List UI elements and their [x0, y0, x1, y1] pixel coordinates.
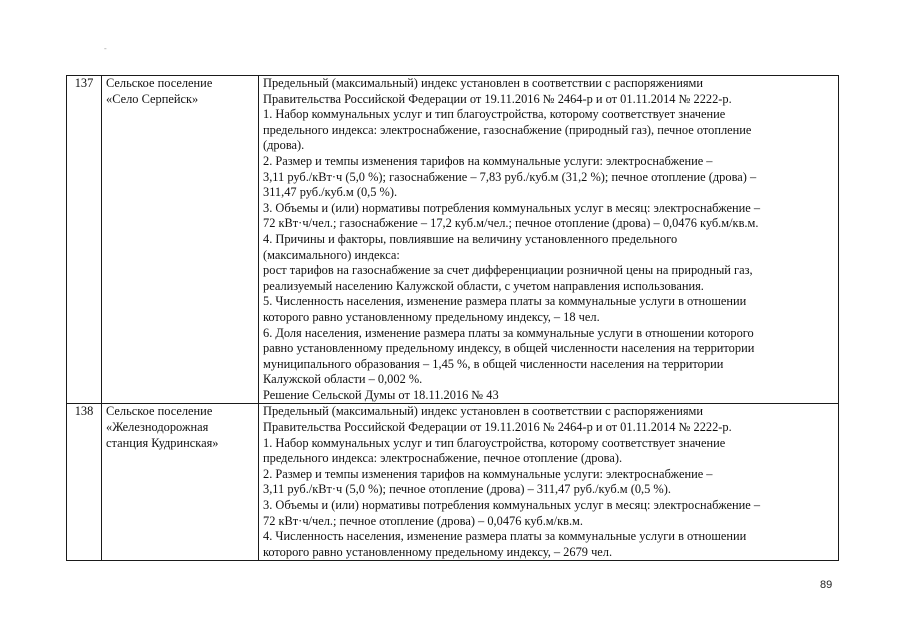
description-line: Предельный (максимальный) индекс установлен в соответствии с распоряжениями	[263, 404, 703, 419]
table-row	[67, 404, 839, 561]
description-line: Правительства Российской Федерации от 19.11.2016 № 2464-р и от 01.11.2014 № 2222-р.	[263, 420, 732, 435]
description-line: 72 кВт·ч/чел.; газоснабжение – 17,2 куб.м/чел.; печное отопление (дрова) – 0,0476 куб.м/кв.м.	[263, 216, 759, 231]
description-line: равно установленному предельному индексу, в общей численности населения на территории	[263, 341, 755, 356]
description-line: Калужской области – 0,002 %.	[263, 372, 423, 387]
description-line: Предельный (максимальный) индекс установлен в соответствии с распоряжениями	[263, 76, 703, 90]
table-row	[67, 76, 839, 404]
settlement-name-line: «Село Серпейск»	[106, 91, 199, 106]
row-number: 137	[67, 76, 102, 404]
description-line: 3. Объемы и (или) нормативы потребления коммунальных услуг в месяц: электроснабжение –	[263, 498, 761, 513]
scan-mark: -	[104, 44, 107, 53]
description-line: рост тарифов на газоснабжение за счет дифференциации розничной цены на природный газ,	[263, 263, 753, 278]
description-line: (максимального) индекса:	[263, 247, 400, 262]
settlement-name	[102, 76, 259, 404]
description-line: 72 кВт·ч/чел.; печное отопление (дрова) – 0,0476 куб.м/кв.м.	[263, 513, 583, 528]
description-line: 1. Набор коммунальных услуг и тип благоустройства, которому соответствует значение	[263, 107, 726, 122]
description-line: Решение Сельской Думы от 18.11.2016 № 43	[263, 387, 499, 402]
description-line: реализуемый населению Калужской области, с учетом направления использования.	[263, 278, 704, 293]
index-description	[259, 404, 839, 561]
row-number: 138	[67, 404, 102, 561]
description-line: 3,11 руб./кВт·ч (5,0 %); печное отопление (дрова) – 311,47 руб./куб.м (0,5 %).	[263, 482, 671, 497]
description-line: 2. Размер и темпы изменения тарифов на коммунальные услуги: электроснабжение –	[263, 466, 713, 481]
description-line: 6. Доля населения, изменение размера платы за коммунальные услуги в отношении которого	[263, 325, 754, 340]
description-line: Правительства Российской Федерации от 19.11.2016 № 2464-р и от 01.11.2014 № 2222-р.	[263, 91, 732, 106]
settlement-name	[102, 404, 259, 561]
settlement-name-line: станция Кудринская»	[106, 435, 219, 450]
description-line: 1. Набор коммунальных услуг и тип благоустройства, которому соответствует значение	[263, 435, 726, 450]
description-line: предельного индекса: электроснабжение, печное отопление (дрова).	[263, 451, 623, 466]
settlement-name-line: «Железнодорожная	[106, 420, 209, 435]
page-number: 89	[820, 579, 833, 591]
index-description	[259, 76, 839, 404]
description-line: 5. Численность населения, изменение размера платы за коммунальные услуги в отношении	[263, 294, 747, 309]
description-line: которого равно установленному предельному индексу, – 18 чел.	[263, 309, 600, 324]
description-line: 3. Объемы и (или) нормативы потребления коммунальных услуг в месяц: электроснабжение –	[263, 200, 761, 215]
description-line: (дрова).	[263, 138, 305, 153]
description-line: 311,47 руб./куб.м (0,5 %).	[263, 185, 398, 200]
description-line: 4. Причины и факторы, повлиявшие на величину установленного предельного	[263, 231, 678, 246]
description-line: 3,11 руб./кВт·ч (5,0 %); газоснабжение – 7,83 руб./куб.м (31,2 %); печное отопление (дрова) –	[263, 169, 757, 184]
description-line: предельного индекса: электроснабжение, газоснабжение (природный газ), печное отопление	[263, 122, 752, 137]
description-line: которого равно установленному предельному индексу, – 2679 чел.	[263, 544, 613, 559]
description-line: 4. Численность населения, изменение размера платы за коммунальные услуги в отношении	[263, 529, 747, 544]
description-line: 2. Размер и темпы изменения тарифов на коммунальные услуги: электроснабжение –	[263, 153, 713, 168]
description-line: муниципального образования – 1,45 %, в общей численности населения на территории	[263, 356, 724, 371]
settlement-name-line: Сельское поселение	[106, 404, 213, 419]
tariff-table	[66, 75, 839, 561]
settlement-name-line: Сельское поселение	[106, 76, 213, 90]
